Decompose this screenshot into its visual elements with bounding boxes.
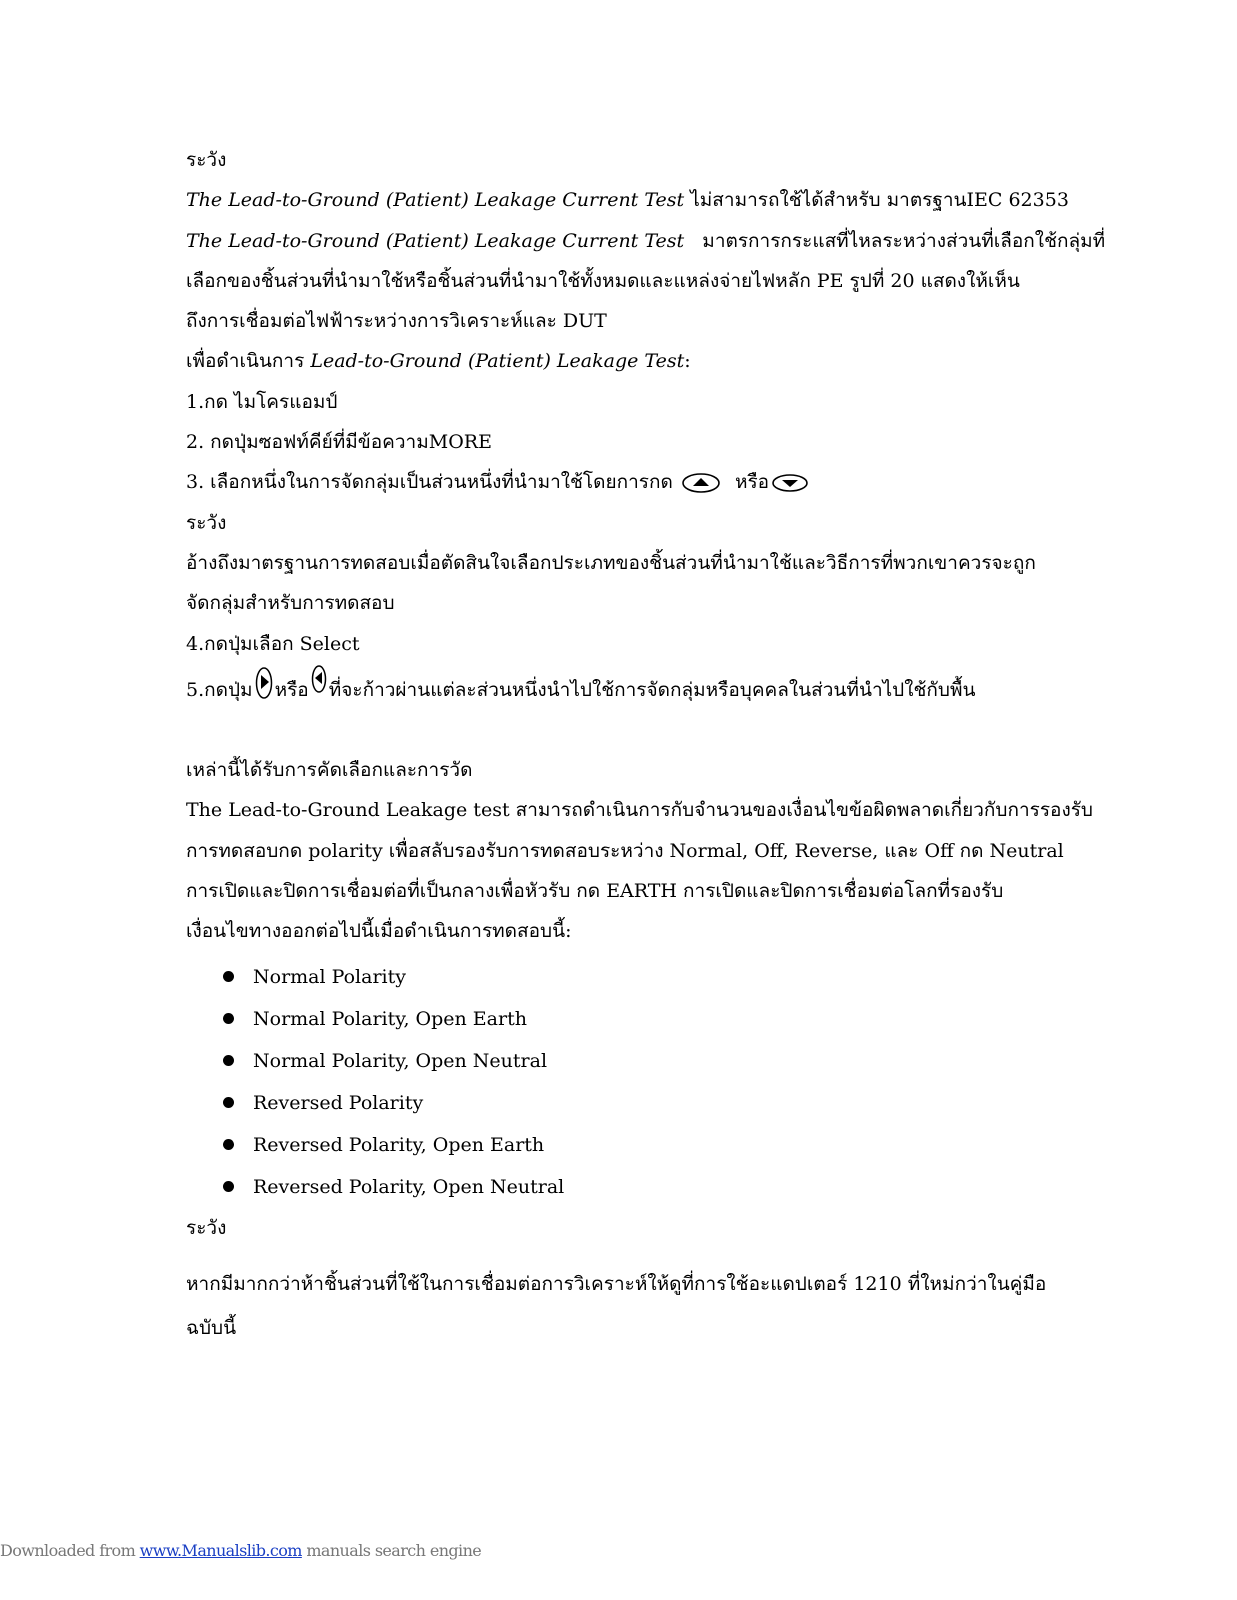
spacer [186,710,1046,750]
list-item [186,1124,1046,1166]
procedure-intro-colon: : [684,350,691,373]
caution-text-line-2: จัดกลุ่มสำหรับการทดสอบ [186,592,395,615]
right-arrow-button-icon [255,666,273,700]
bullet-icon [223,971,234,982]
measurement-line-3: การทดสอบกด polarity เพื่อสลับรองรับการทดสอบระหว่าง Normal, Off, Reverse, และ Off กด Neutral [186,839,1064,862]
iec-note-text: ไม่สามารถใช้ได้สำหรับ มาตรฐานIEC 62353 [684,189,1069,212]
list-item [186,1040,1046,1082]
list-item-text: Normal Polarity [253,965,406,988]
bullet-icon [223,1055,234,1066]
list-item [186,1166,1046,1208]
step-3-text: 3. เลือกหนึ่งในการจัดกลุ่มเป็นส่วนหนึ่งที่นำมาใช้โดยการกด [186,471,673,494]
measurement-line-5: เงื่อนไขทางออกต่อไปนี้เมื่อดำเนินการทดสอบนี้: [186,920,572,943]
left-arrow-button-icon [311,664,327,694]
step-5 [186,664,1046,710]
step-1: 1.กด ไมโครแอมป์ [186,390,338,413]
page-content [186,140,1106,1350]
description-line-3: ถึงการเชื่อมต่อไฟฟ้าระหว่างการวิเคราะห์และ DUT [186,310,607,333]
step-5-text: ที่จะก้าวผ่านแต่ละส่วนหนึ่งนำไปใช้การจัดกลุ่มหรือบุคคลในส่วนที่นำไปใช้กับพื้น [328,678,976,701]
test-name: The Lead-to-Ground (Patient) Leakage Current Test [186,189,685,212]
step-5-or: หรือ [274,678,309,701]
list-item-text: Normal Polarity, Open Earth [253,1007,527,1030]
procedure-intro [186,341,1046,381]
download-footer [0,1541,481,1560]
step-3 [186,462,1046,502]
list-item-text: Reversed Polarity [253,1091,424,1114]
caution-text-line-1: อ้างถึงมาตรฐานการทดสอบเมื่อตัดสินใจเลือกประเภทของชิ้นส่วนที่นำมาใช้และวิธีการที่พวกเขาควรจะถูก [186,551,1036,574]
caution-heading: ระวัง [186,511,227,534]
paragraph-iec-note [186,180,1069,220]
step-2: 2. กดปุ่มซอฟท์คีย์ที่มีข้อความMORE [186,431,492,454]
manualslib-link[interactable]: www.Manualslib.com [139,1541,302,1560]
caution-heading: ระวัง [186,1216,227,1239]
adapter-note-line-2: ฉบับนี้ [186,1316,237,1339]
list-item [186,956,1046,998]
caution-heading: ระวัง [186,149,227,171]
test-name: Lead-to-Ground (Patient) Leakage Test [310,350,685,373]
down-arrow-button-icon [771,472,809,494]
procedure-intro-prefix: เพื่อดำเนินการ [186,350,311,373]
step-3-or: หรือ [734,471,770,494]
paragraph-description [186,221,1106,261]
list-item [186,998,1046,1040]
description-line-2: เลือกของชิ้นส่วนที่นำมาใช้หรือชิ้นส่วนที่นำมาใช้ทั้งหมดและแหล่งจ่ายไฟหลัก PE รูปที่ 20 แสดงให้เห็น [186,269,1020,292]
measurement-line-1: เหล่านี้ได้รับการคัดเลือกและการวัด [186,759,473,782]
footer-prefix: Downloaded from [0,1541,140,1560]
adapter-note-line-1: หากมีมากกว่าห้าชิ้นส่วนที่ใช้ในการเชื่อมต่อการวิเคราะห์ให้ดูที่การใช้อะแดปเตอร์ 1210 ที่ใหม่กว่าในคู่มือ [186,1272,1047,1295]
bullet-icon [223,1097,234,1108]
list-item-text: Reversed Polarity, Open Neutral [253,1175,565,1198]
footer-suffix: manuals search engine [301,1541,482,1560]
list-item-text: Normal Polarity, Open Neutral [253,1049,548,1072]
list-item [186,1082,1046,1124]
test-name: The Lead-to-Ground (Patient) Leakage Current Test [186,229,685,252]
spacer [186,1248,1046,1262]
step-4: 4.กดปุ่มเลือก Select [186,632,360,655]
bullet-icon [223,1139,234,1150]
measurement-line-4: การเปิดและปิดการเชื่อมต่อที่เป็นกลางเพื่อหัวรับ กด EARTH การเปิดและปิดการเชื่อมต่อโลกที่รองรับ [186,880,1004,903]
up-arrow-button-icon [681,472,721,494]
conditions-list [186,956,1046,1208]
step-5-prefix: 5.กดปุ่ม [186,678,253,701]
measurement-line-2: The Lead-to-Ground Leakage test สามารถดำเนินการกับจำนวนของเงื่อนไขข้อผิดพลาดเกี่ยวกับการรองรับ [186,799,1093,822]
bullet-icon [223,1181,234,1192]
description-text: มาตรการกระแสที่ไหลระหว่างส่วนที่เลือกใช้กลุ่มที่ [684,229,1106,252]
bullet-icon [223,1013,234,1024]
list-item-text: Reversed Polarity, Open Earth [253,1133,545,1156]
